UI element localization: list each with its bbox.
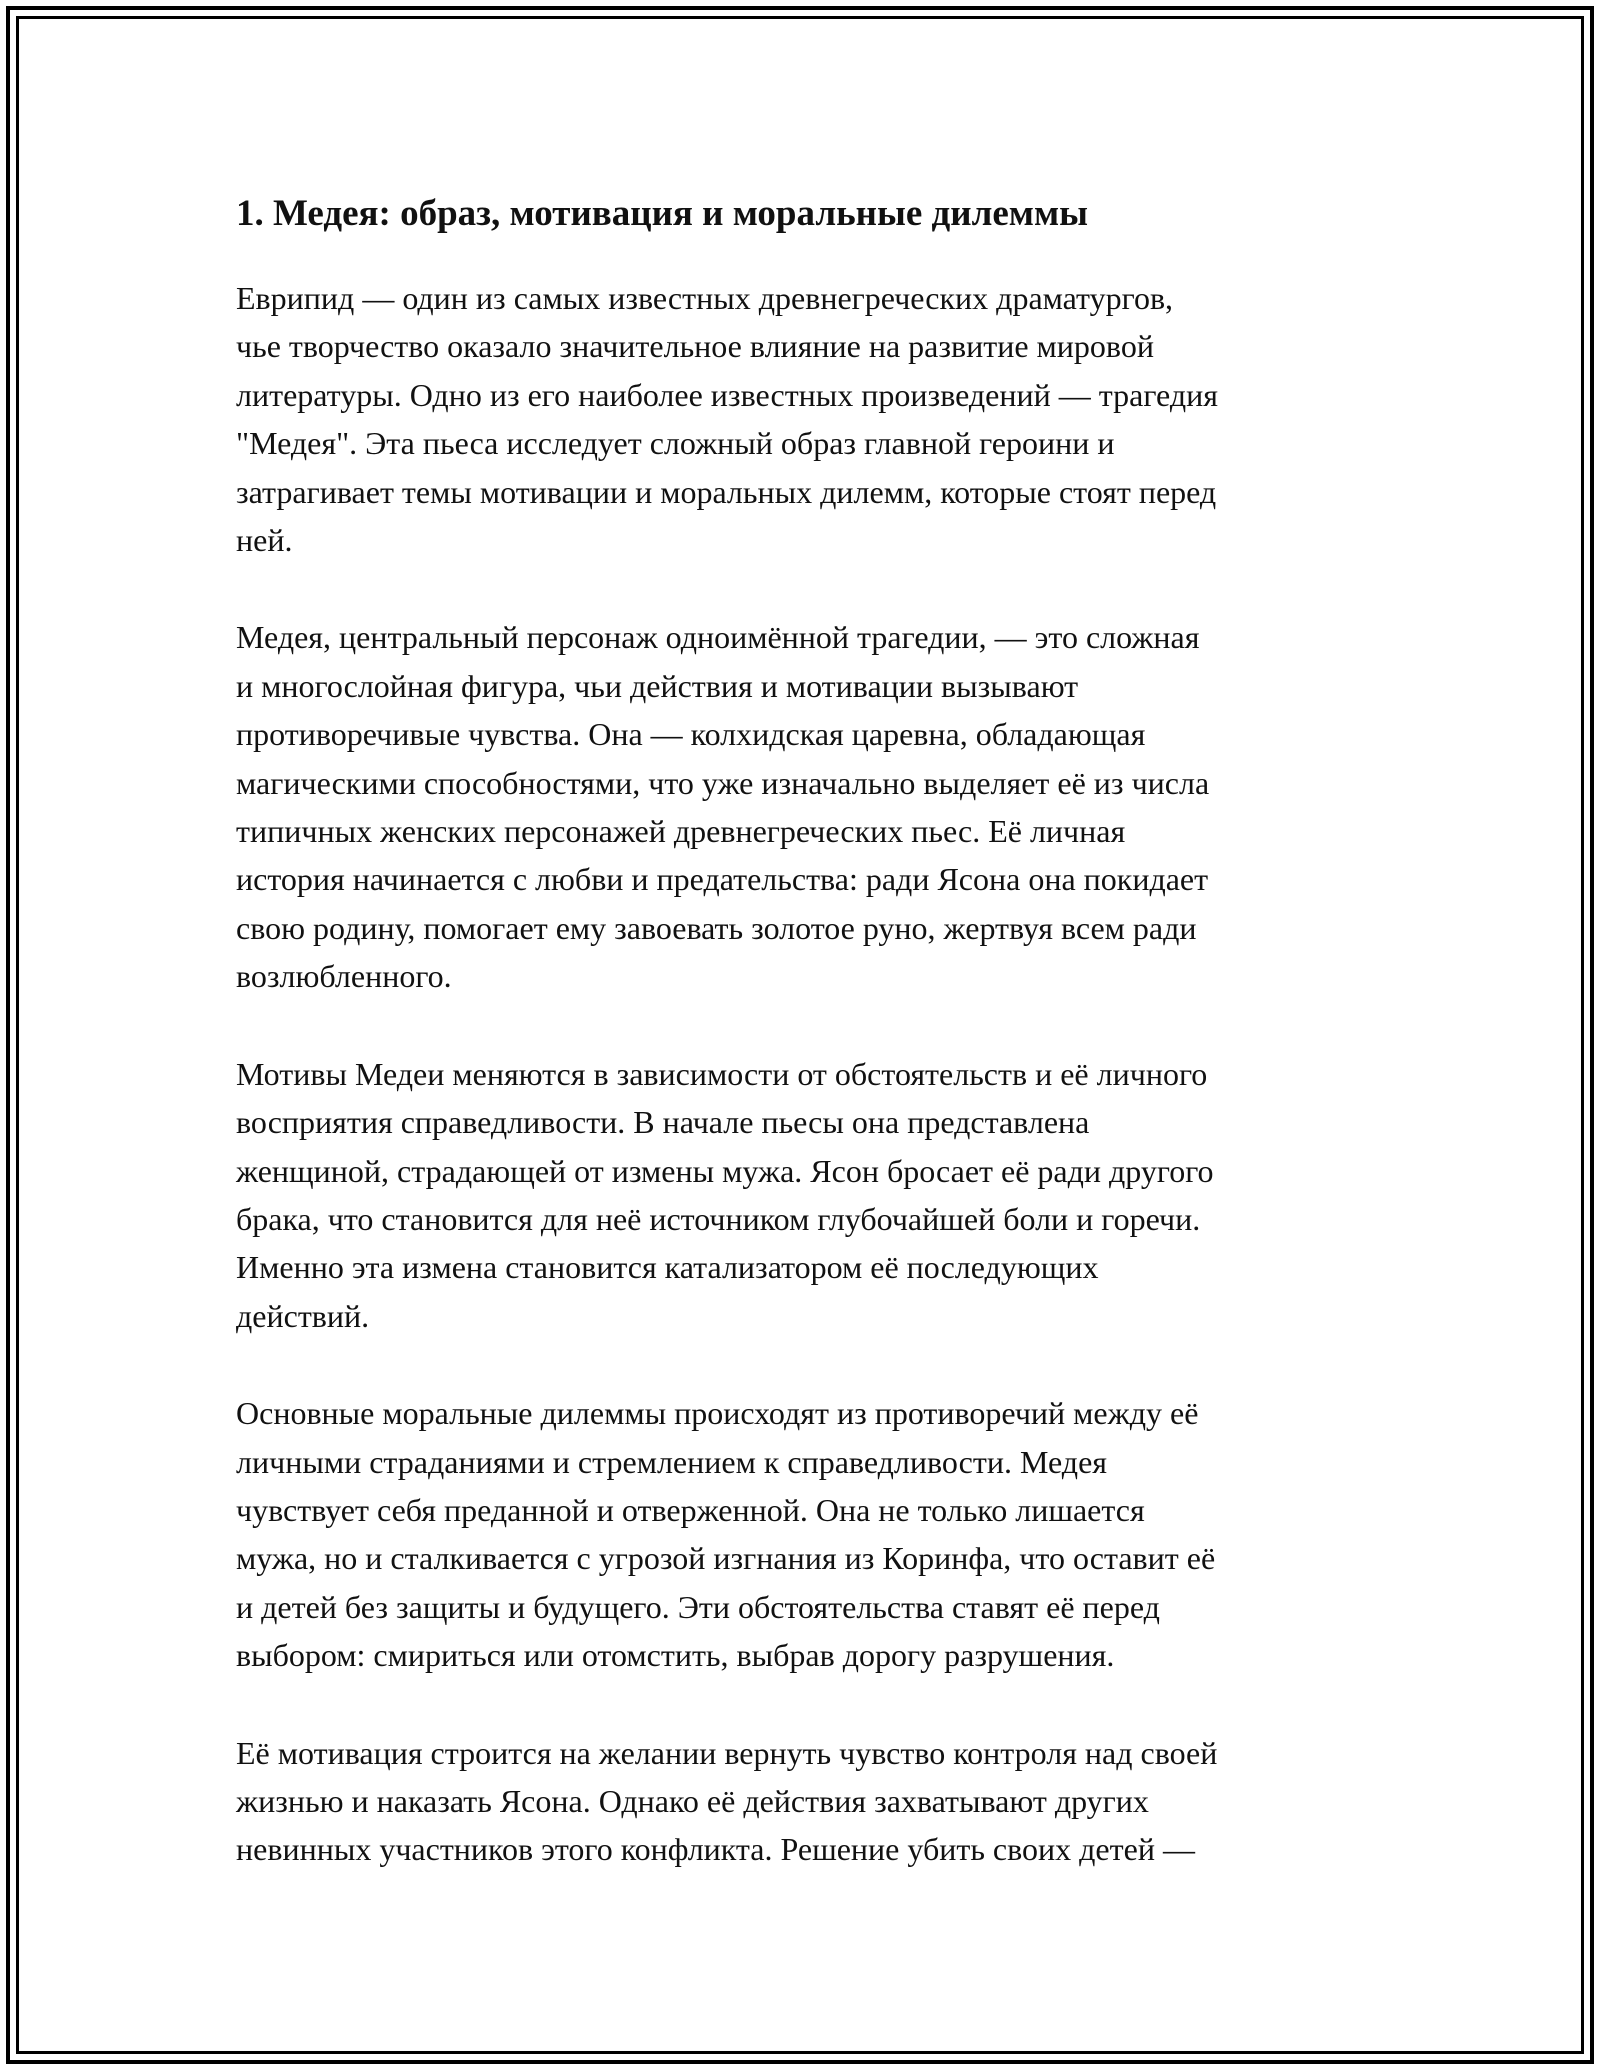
document-body [236, 186, 1376, 1874]
paragraph-motives: Мотивы Медеи меняются в зависимости от обстоятельств и её личного восприятия справедливости. В начале пьесы она представлена женщиной, страдающей от измены мужа. Ясон бросает её ради другого брака, что становится для неё источником глубочайшей боли и горечи. Именно эта измена становится катализатором её последующих действий. [236, 1055, 1214, 1334]
paragraph-character: Медея, центральный персонаж одноимённой трагедии, — это сложная и многослойная фигура, чьи действия и мотивации вызывают противоречивые чувства. Она — колхидская царевна, обладающая магическими способностями, что уже изначально выделяет её из числа типичных женских персонажей древнегреческих пьес. Её личная история начинается с любви и предательства: ради Ясона она покидает свою родину, помогает ему завоевать золотое руно, жертвуя всем ради возлюбленного. [236, 619, 1210, 995]
paragraph-motivation: Её мотивация строится на желании вернуть чувство контроля над своей жизнью и наказать Ясона. Однако её действия захватывают других невинных участников этого конфликта. Решение убить своих детей — [236, 1734, 1218, 1868]
paragraph-dilemmas: Основные моральные дилеммы происходят из противоречий между её личными страданиями и стремлением к справедливости. Медея чувствует себя преданной и отверженной. Она не только лишается мужа, но и сталкивается с угрозой изгнания из Коринфа, что оставит её и детей без защиты и будущего. Эти обстоятельства ставят её перед выбором: смириться или отомстить, выбрав дорогу разрушения. [236, 1395, 1216, 1674]
section-heading: 1. Медея: образ, мотивация и моральные дилеммы [236, 193, 1089, 234]
paragraph-intro: Еврипид — один из самых известных древнегреческих драматургов, чье творчество оказало значительное влияние на развитие мировой литературы. Одно из его наиболее известных произведений — трагедия "Медея". Эта пьеса исследует сложный образ главной героини и затрагивает темы мотивации и моральных дилемм, которые стоят перед ней. [236, 280, 1218, 559]
